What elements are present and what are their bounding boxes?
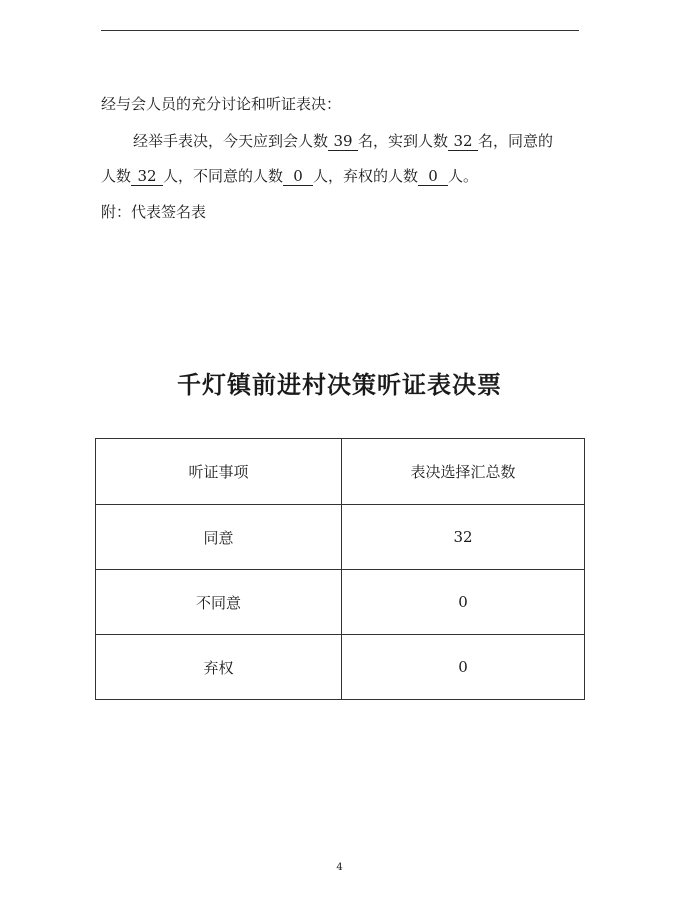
abstain-count: 0: [418, 167, 448, 186]
vote-text-2: 名，实到人数: [358, 132, 449, 150]
row-item: 不同意: [96, 570, 342, 635]
page-number: 4: [336, 862, 343, 873]
table-row: [96, 505, 585, 570]
vote-text-5: 人，不同意的人数: [163, 167, 284, 185]
vote-text-4: 人数: [101, 167, 132, 185]
row-count: 32: [342, 505, 585, 570]
vote-text-3: 名，同意的: [478, 132, 554, 150]
header-item: 听证事项: [96, 439, 342, 505]
vote-sentence-line-2: [101, 166, 478, 186]
row-count: 0: [342, 635, 585, 700]
table-row: [96, 635, 585, 700]
attachment-note: 附：代表签名表: [101, 203, 207, 221]
vote-text-1: 经举手表决，今天应到会人数: [133, 132, 329, 150]
vote-sentence-line-1: [133, 131, 553, 151]
table-header-row: [96, 439, 585, 505]
intro-text: 经与会人员的充分讨论和听证表决：: [101, 95, 342, 113]
expected-count: 39: [328, 132, 358, 151]
table-row: [96, 570, 585, 635]
ballot-title: 千灯镇前进村决策听证表决票: [177, 370, 502, 399]
header-count: 表决选择汇总数: [342, 439, 585, 505]
agree-count: 32: [131, 167, 163, 186]
ballot-table: [95, 438, 585, 700]
vote-text-7: 人。: [448, 167, 479, 185]
present-count: 32: [448, 132, 478, 151]
header-rule: [101, 30, 579, 31]
row-count: 0: [342, 570, 585, 635]
row-item: 弃权: [96, 635, 342, 700]
row-item: 同意: [96, 505, 342, 570]
disagree-count: 0: [283, 167, 313, 186]
vote-text-6: 人，弃权的人数: [313, 167, 419, 185]
